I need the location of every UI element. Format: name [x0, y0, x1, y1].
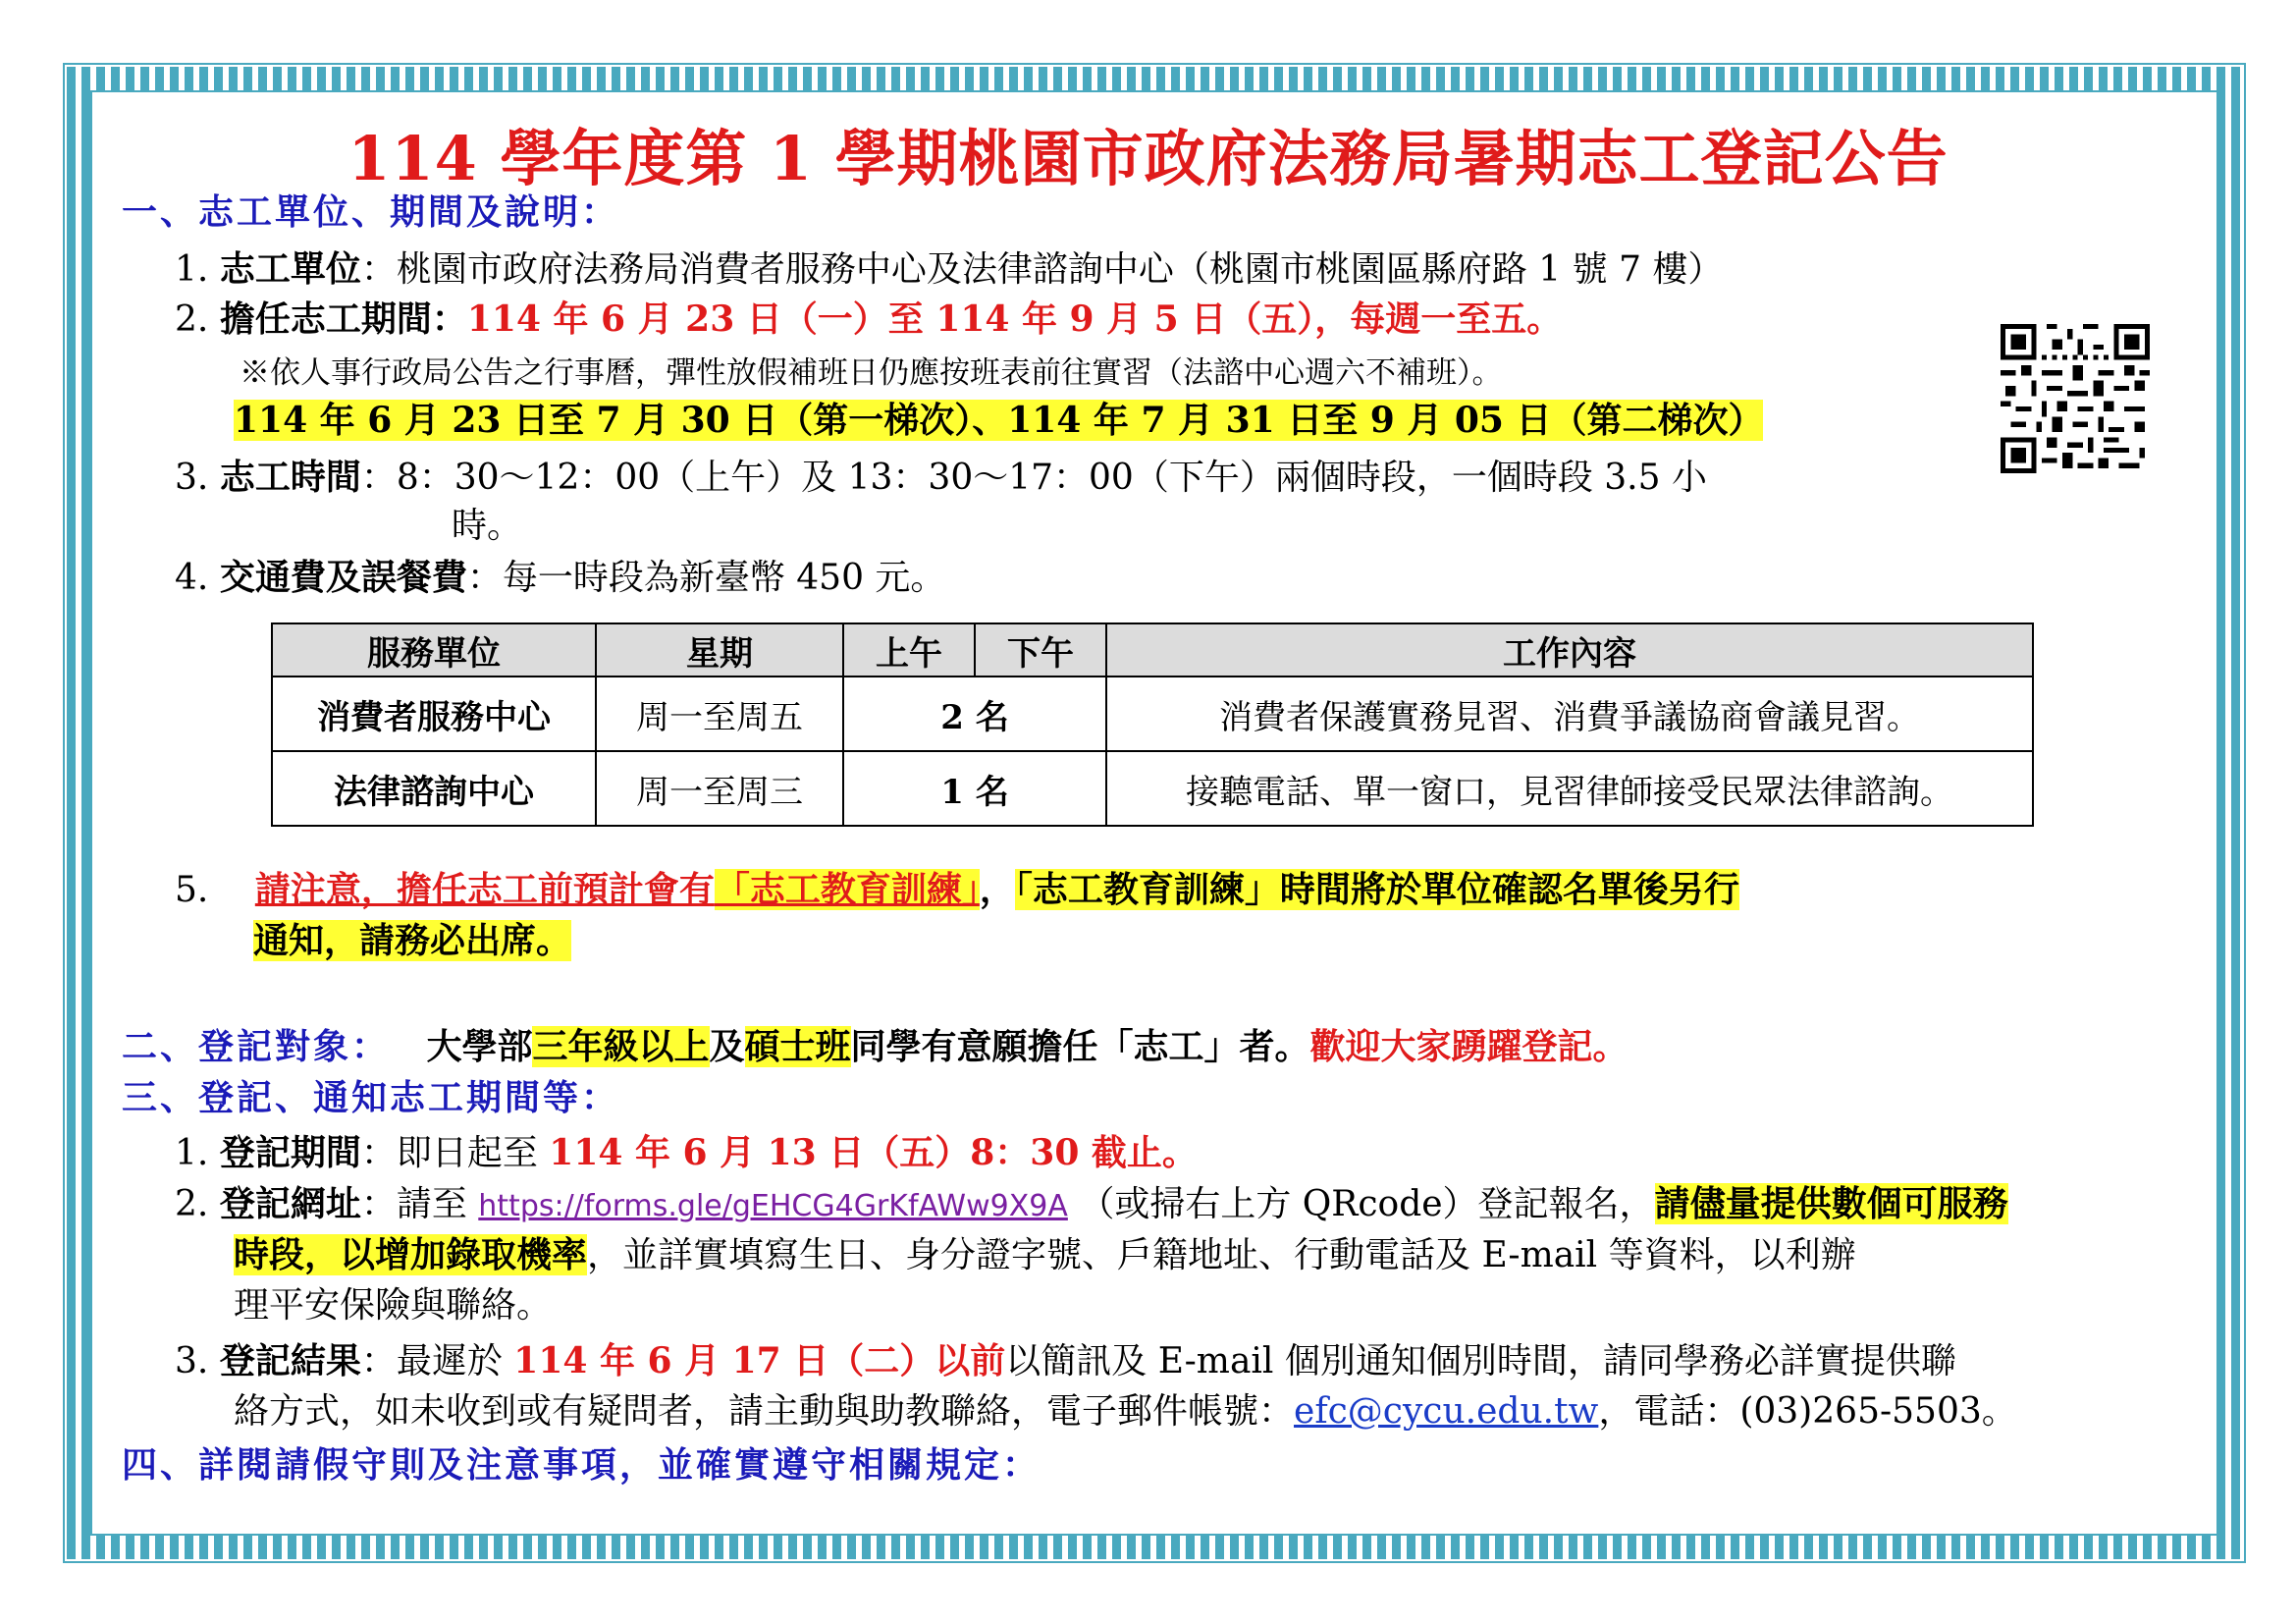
registration-link[interactable]: https://forms.gle/gEHCG4GrKfAWw9X9A	[478, 1189, 1068, 1223]
contact-email-link[interactable]: efc@cycu.edu.tw	[1294, 1391, 1599, 1432]
batch-schedule	[234, 397, 1763, 444]
item-number: 2.	[175, 1184, 209, 1224]
item-number: 1.	[175, 249, 209, 290]
header-days: 星期	[596, 623, 843, 677]
tip-highlight: 請儘量提供數個可服務	[1654, 1183, 2008, 1224]
notice-comma: ，	[979, 869, 1015, 910]
item-text: ：桃園市政府法務局消費者服務中心及法律諮詢中心（桃園市桃園區縣府路 1 號 7 樓）	[360, 249, 1724, 290]
s1-item-1	[175, 245, 1723, 294]
notice-highlight: 「志工教育訓練」時間將於單位確認名單後另行	[1014, 869, 1739, 910]
item-text: ：最遲於	[360, 1341, 514, 1381]
volunteer-period: 114 年 6 月 23 日（一）至 114 年 9 月 5 日（五），每週一至五。	[466, 298, 1563, 340]
s3-item-1	[175, 1129, 1198, 1177]
table-row	[272, 677, 2033, 751]
item-label: 交通費及誤餐費	[219, 557, 467, 598]
table-row	[272, 751, 2033, 826]
item-number: 2.	[175, 299, 209, 340]
cell-count: 2 名	[843, 677, 1106, 751]
section-3-heading: 三、登記、通知志工期間等：	[122, 1077, 620, 1118]
header-work: 工作內容	[1106, 623, 2033, 677]
s3-item-3-cont	[234, 1388, 2017, 1435]
page-title: 114 學年度第 1 學期桃園市政府法務局暑期志工登記公告	[347, 123, 1949, 194]
item-text: ：8：30～12：00（上午）及 13：30～17：00（下午）兩個時段，一個時段 3.5 小	[360, 458, 1707, 498]
s3-item-2	[175, 1180, 2008, 1230]
item-colon: ：	[431, 298, 467, 340]
cell-days: 周一至周三	[596, 751, 843, 826]
item-text-2: （或掃右上方 QRcode）登記報名，	[1079, 1184, 1655, 1224]
item-label: 登記結果	[219, 1340, 361, 1381]
item-text-2: 以簡訊及 E-mail 個別通知個別時間，請同學務必詳實提供聯	[1005, 1341, 1956, 1381]
service-table	[271, 623, 2034, 827]
item-text: ：每一時段為新臺幣 450 元。	[466, 558, 946, 598]
item-label: 擔任志工期間	[219, 298, 432, 340]
item-text-3: ，並詳實填寫生日、身分證字號、戶籍地址、行動電話及 E-mail 等資料，以利辦	[587, 1235, 1856, 1275]
section-1-heading: 一、志工單位、期間及說明：	[122, 191, 620, 233]
s1-item-5-cont	[253, 917, 571, 964]
item-text: ：請至	[360, 1184, 479, 1224]
section-4-heading: 四、詳閱請假守則及注意事項，並確實遵守相關規定：	[122, 1444, 1041, 1486]
cell-days: 周一至周五	[596, 677, 843, 751]
deadline: 114 年 6 月 13 日（五）8：30 截止。	[549, 1132, 1198, 1173]
item-label: 志工時間	[219, 457, 361, 498]
item-number: 1.	[175, 1133, 209, 1173]
item-label: 志工單位	[219, 248, 361, 290]
s3-item-2-cont2: 理平安保險與聯絡。	[234, 1285, 553, 1326]
result-deadline: 114 年 6 月 17 日（二）以前	[513, 1340, 1006, 1381]
s1-item-4	[175, 554, 945, 602]
cell-unit: 法律諮詢中心	[272, 751, 596, 826]
s3-item-3	[175, 1337, 1956, 1385]
target-master: 碩士班	[744, 1026, 851, 1067]
qr-code-image[interactable]	[2001, 324, 2150, 473]
target-desc: 同學有意願擔任「志工」者。	[850, 1026, 1310, 1067]
item-label: 登記網址	[219, 1183, 361, 1224]
batch-text: 114 年 6 月 23 日至 7 月 30 日（第一梯次）、114 年 7 月 31 日至 9 月 05 日（第二梯次）	[234, 400, 1764, 441]
notice-highlight-cont: 通知，請務必出席。	[253, 920, 572, 961]
item-label: 登記期間	[219, 1132, 361, 1173]
section-2-heading: 二、登記對象：	[122, 1026, 391, 1067]
welcome-text: 歡迎大家踴躍登記。	[1309, 1026, 1629, 1067]
s1-item-5	[175, 866, 1739, 914]
cell-work: 消費者保護實務見習、消費爭議協商會議見習。	[1106, 677, 2033, 751]
cell-work: 接聽電話、單一窗口，見習律師接受民眾法律諮詢。	[1106, 751, 2033, 826]
s1-item-3	[175, 454, 1707, 502]
table-header-row	[272, 623, 2033, 677]
item-text-4: ，電話：(03)265-5503。	[1598, 1391, 2017, 1432]
notice-training: 「志工教育訓練」	[714, 869, 980, 910]
s1-item-2	[175, 296, 1562, 344]
header-unit: 服務單位	[272, 623, 596, 677]
s1-note: ※依人事行政局公告之行事曆，彈性放假補班日仍應按班表前往實習（法諮中心週六不補班）。	[240, 355, 1503, 391]
target-grade: 三年級以上	[532, 1026, 710, 1067]
notice-red: 請注意，擔任志工前預計會有	[254, 869, 715, 910]
item-number: 4.	[175, 558, 209, 598]
item-number: 5.	[175, 870, 209, 910]
target-and: 及	[709, 1026, 745, 1067]
item-number: 3.	[175, 1341, 209, 1381]
header-afternoon: 下午	[975, 623, 1106, 677]
item-text: ：即日起至	[360, 1133, 550, 1173]
item-text-3: 絡方式，如未收到或有疑問者，請主動與助教聯絡，電子郵件帳號：	[234, 1391, 1295, 1432]
item-number: 3.	[175, 458, 209, 498]
cell-count: 1 名	[843, 751, 1106, 826]
s3-item-2-cont	[234, 1231, 1856, 1279]
header-morning: 上午	[843, 623, 975, 677]
cell-unit: 消費者服務中心	[272, 677, 596, 751]
tip-highlight-cont: 時段，以增加錄取機率	[234, 1234, 588, 1275]
s1-item-3-cont: 時。	[452, 506, 523, 546]
section-2	[122, 1023, 1629, 1071]
target-text: 大學部	[426, 1026, 533, 1067]
